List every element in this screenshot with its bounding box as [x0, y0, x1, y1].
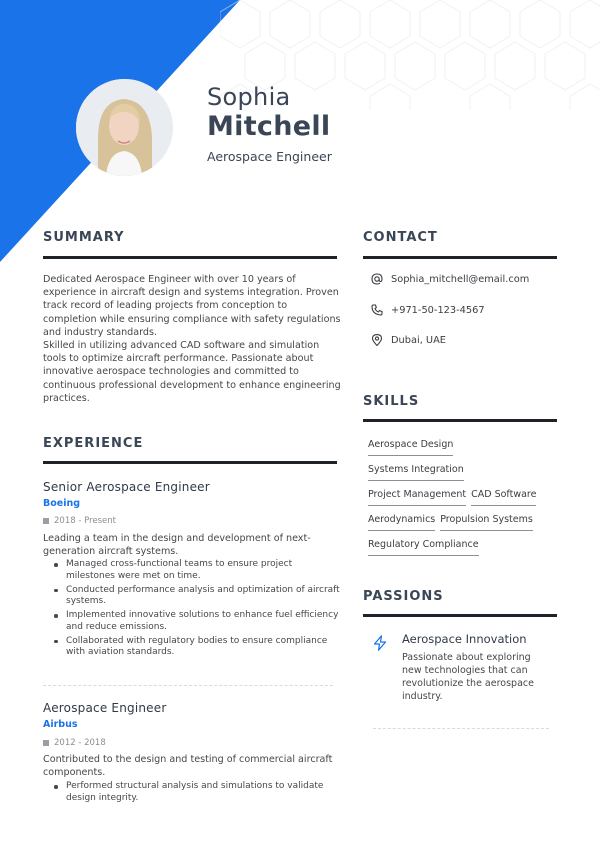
bullet-item: Implemented innovative solutions to enhance fuel efficiency and reduce emissions. [50, 610, 342, 633]
skill-tag: Aerodynamics [368, 512, 435, 531]
summary-divider [43, 256, 337, 259]
contact-divider [363, 256, 557, 259]
experience-title: EXPERIENCE [43, 436, 144, 451]
job-company: Boeing [43, 498, 81, 509]
job-bullets [50, 781, 342, 807]
calendar-icon [43, 518, 49, 524]
location-pin-icon [371, 334, 383, 346]
experience-divider [43, 461, 337, 464]
job-description: Contributed to the design and testing of commercial aircraft components. [43, 754, 333, 778]
at-icon [371, 273, 383, 285]
contact-title: CONTACT [363, 230, 438, 245]
skill-tag: Systems Integration [368, 462, 464, 481]
job-dates [43, 516, 116, 526]
last-name: Mitchell [207, 111, 331, 142]
skill-tag: CAD Software [471, 487, 536, 506]
job-description: Leading a team in the design and development of next-generation aircraft systems. [43, 533, 311, 557]
bullet-item: Conducted performance analysis and optimization of aircraft systems. [50, 585, 342, 608]
job-dates-text: 2012 - 2018 [54, 738, 106, 748]
passion-title: Aerospace Innovation [402, 632, 527, 646]
contact-email[interactable] [371, 273, 529, 285]
contact-location-text: Dubai, UAE [391, 334, 446, 346]
skills-list [368, 437, 548, 556]
bullet-item: Collaborated with regulatory bodies to ensure compliance with aviation standards. [50, 636, 342, 659]
summary-title: SUMMARY [43, 230, 125, 245]
job-dates-text: 2018 - Present [54, 516, 116, 526]
passion-separator [373, 728, 549, 729]
phone-icon [371, 304, 383, 316]
skill-tag: Propulsion Systems [440, 512, 533, 531]
job-role: Aerospace Engineer [43, 701, 167, 715]
job-role: Senior Aerospace Engineer [43, 480, 210, 494]
bullet-item: Managed cross-functional teams to ensure project milestones were met on time. [50, 559, 342, 582]
contact-phone[interactable] [371, 304, 485, 316]
passion-description: Passionate about exploring new technologies that can revolutionize the aerospace industry. [402, 652, 534, 702]
job-title: Aerospace Engineer [207, 149, 332, 164]
skill-tag: Project Management [368, 487, 466, 506]
contact-email-text: Sophia_mitchell@email.com [391, 273, 530, 285]
bullet-item: Performed structural analysis and simulations to validate design integrity. [50, 781, 342, 804]
summary-paragraph-1: Dedicated Aerospace Engineer with over 10 years of experience in aircraft design and systems integration. Proven track record of leading projects from conception to completion while ensuring compliance with safety regulations and industry standards. [43, 274, 341, 338]
skill-tag: Regulatory Compliance [368, 537, 479, 556]
first-name: Sophia [207, 83, 291, 111]
profile-photo [76, 79, 173, 176]
skill-tag: Aerospace Design [368, 437, 453, 456]
contact-location [371, 334, 446, 346]
contact-phone-text: +971-50-123-4567 [391, 304, 485, 316]
skills-divider [363, 419, 557, 422]
passions-divider [363, 614, 557, 617]
job-bullets [50, 559, 342, 661]
job-dates [43, 738, 106, 748]
job-separator [43, 685, 333, 686]
lightning-icon [373, 635, 387, 651]
summary-paragraph-2: Skilled in utilizing advanced CAD software and simulation tools to optimize aircraft performance. Passionate about innovative aerospace technologies and committed to continuous professional development to enhance engineering practices. [43, 340, 341, 404]
job-company: Airbus [43, 719, 78, 730]
calendar-icon [43, 740, 49, 746]
skills-title: SKILLS [363, 394, 420, 409]
passions-title: PASSIONS [363, 589, 444, 604]
